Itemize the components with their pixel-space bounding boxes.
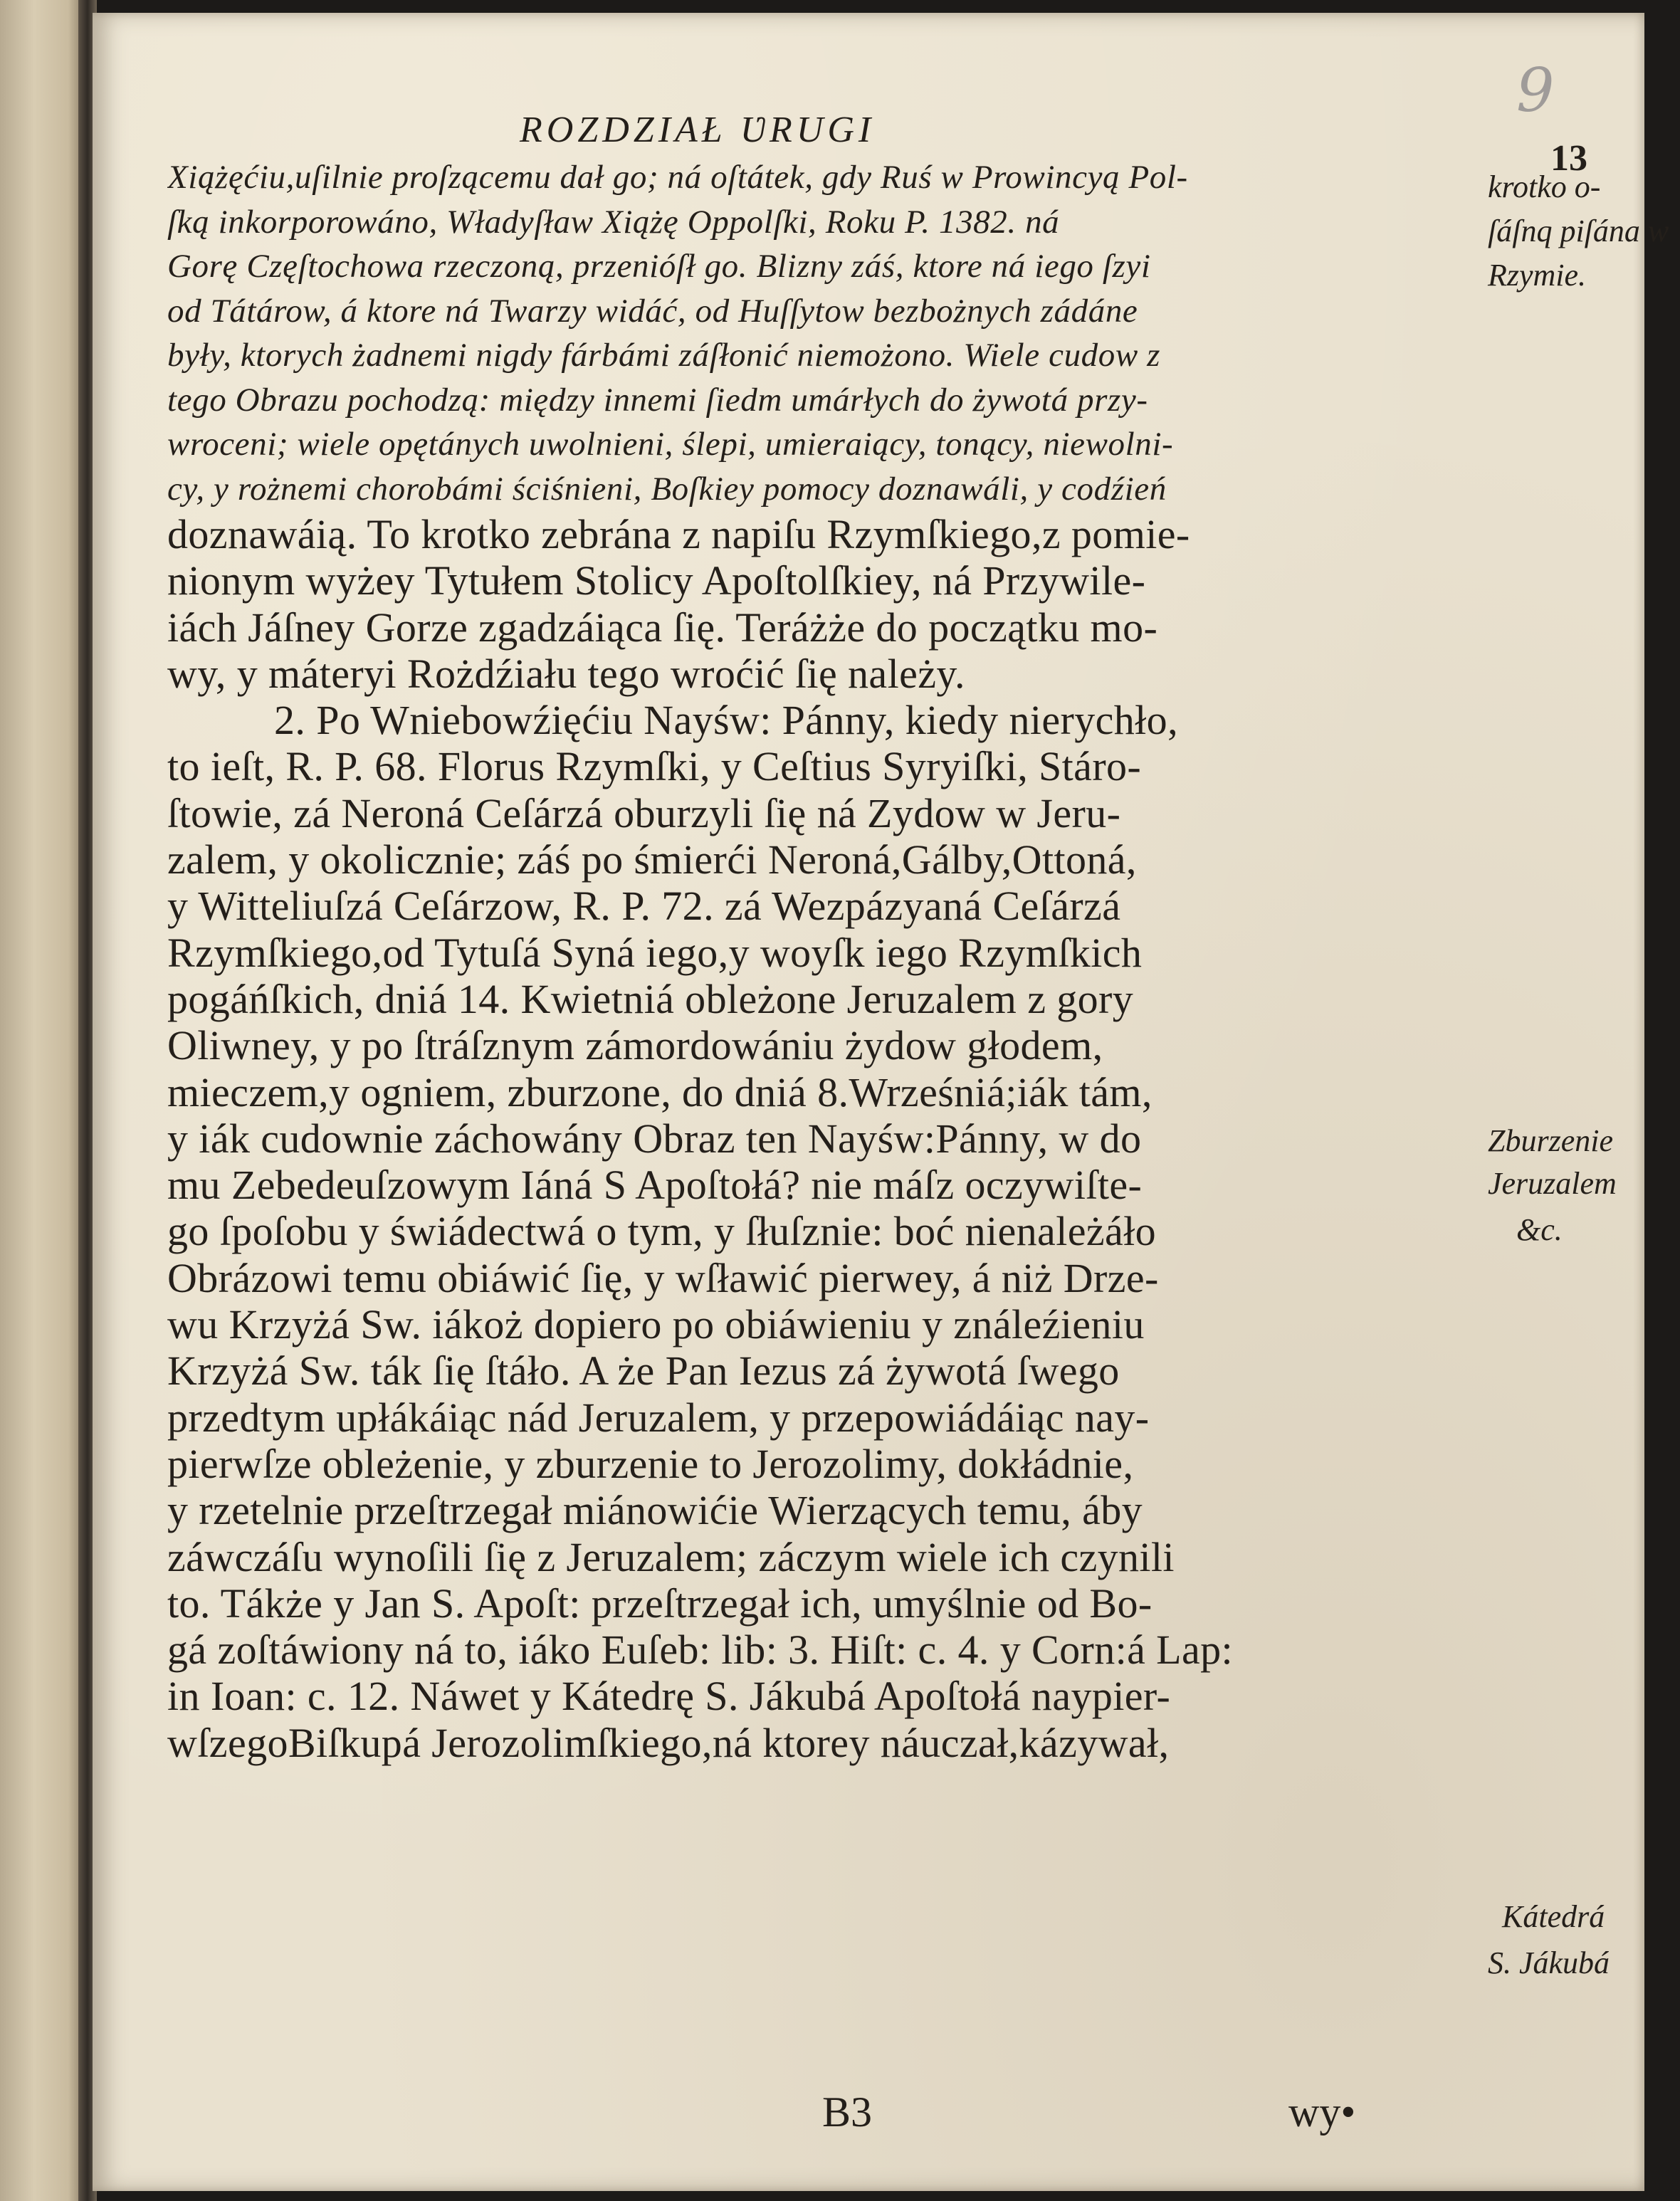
left-page-edge — [0, 0, 85, 2201]
text-line: pogáńſkich, dniá 14. Kwietniá obleżone Jeruzalem z gory — [167, 975, 1134, 1022]
text-line: cy, y rożnemi chorobámi ściśnieni, Boſkiey pomocy doznawáli, y codźień — [167, 470, 1167, 508]
text-line: go ſpoſobu y świádectwá o tym, y ſłuſznie: boć nienależáło — [167, 1208, 1157, 1255]
text-line: to. Tákże y Jan S. Apoſt: przeſtrzegał ich, umyślnie od Bo- — [167, 1580, 1153, 1627]
text-line: y Witteliuſzá Ceſárzow, R. P. 72. zá Wezpázyaná Ceſárzá — [167, 883, 1121, 930]
text-line: tego Obrazu pochodzą: między innemi ſiedm umárłych do żywotá przy- — [167, 381, 1148, 419]
paragraph-start-line: 2. Po Wniebowźięćiu Nayśw: Pánny, kiedy nierychło, — [274, 697, 1178, 744]
margin-note: krotko o- — [1488, 169, 1601, 204]
text-line: ſką inkorporowáno, Władyſław Xiążę Oppolſki, Roku P. 1382. ná — [167, 203, 1060, 241]
text-line: Xiążęćiu,uſilnie proſzącemu dał go; ná oſtátek, gdy Ruś w Prowincyą Pol- — [167, 159, 1188, 196]
text-line: przedtym upłákáiąc nád Jeruzalem, y przepowiádáiąc nay- — [167, 1394, 1150, 1441]
text-line: Obrázowi temu obiáwić ſię, y wſławić pierwey, á niż Drze- — [167, 1254, 1159, 1301]
margin-note: ſáſnq piſána w — [1488, 214, 1669, 248]
margin-note: Kátedrá — [1502, 1899, 1605, 1934]
text-line: to ieſt, R. P. 68. Florus Rzymſki, y Ceſtius Syryiſki, Stáro- — [167, 743, 1142, 790]
text-line: Krzyżá Sw. ták ſię ſtáło. A że Pan Iezus zá żywotá ſwego — [167, 1348, 1120, 1394]
text-line: zalem, y okolicznie; záś po śmierći Neroná,Gálby,Ottoná, — [167, 836, 1137, 883]
text-line: iách Jáſney Gorze zgadzáiąca ſię. Teráżże do początku mo- — [167, 604, 1158, 651]
text-line: y iák cudownie záchowány Obraz ten Nayśw:Pánny, w do — [167, 1115, 1142, 1162]
text-line: záwczáſu wynoſili ſię z Jeruzalem; záczym wiele ich czynili — [167, 1533, 1175, 1580]
text-line: ſtowie, zá Neroná Ceſárzá oburzyli ſię ná Zydow w Jeru- — [167, 789, 1121, 836]
text-line: mieczem,y ogniem, zburzone, do dniá 8.Wrześniá;iák tám, — [167, 1068, 1153, 1115]
text-line: gá zoſtáwiony ná to, iáko Euſeb: lib: 3. Hiſt: c. 4. y Corn:á Lap: — [167, 1627, 1234, 1674]
margin-note: Rzymie. — [1488, 258, 1587, 293]
body-text — [167, 155, 1484, 1766]
text-line: były, ktorych żadnemi nigdy fárbámi záſłonić niemożono. Wiele cudow z — [167, 337, 1161, 374]
text-line: nionym wyżey Tytułem Stolicy Apoſtolſkiey, ná Przywile- — [167, 557, 1146, 604]
text-line: Rzymſkiego,od Tytuſá Syná iego,y woyſk iego Rzymſkich — [167, 929, 1143, 976]
text-line: Gorę Częſtochowa rzeczoną, przenióſł go. Blizny záś, ktore ná iego ſzyi — [167, 248, 1151, 285]
book-page — [93, 13, 1669, 2191]
text-line: mu Zebedeuſzowym Iáná S Apoſtołá? nie máſz oczywiſte- — [167, 1162, 1143, 1209]
running-head: ROZDZIAŁ ƲRUGI — [520, 110, 876, 150]
margin-note: &c. — [1516, 1212, 1563, 1247]
text-line: pierwſze obleżenie, y zburzenie to Jerozolimy, dokłádnie, — [167, 1440, 1134, 1487]
margin-note: Jeruzalem — [1488, 1166, 1617, 1201]
text-line: y rzetelnie przeſtrzegał miánowićie Wierzących temu, áby — [167, 1487, 1143, 1534]
pencil-folio-number: 9 — [1516, 56, 1555, 125]
text-line: in Ioan: c. 12. Náwet y Kátedrę S. Jákubá Apoſtołá naypier- — [167, 1673, 1171, 1720]
text-line: wy, y máteryi Rożdźiału tego wroćić ſię należy. — [167, 650, 965, 697]
text-line: wſzegoBiſkupá Jerozolimſkiego,ná ktorey náuczał,kázywał, — [167, 1719, 1170, 1766]
signature-mark: B3 — [822, 2089, 873, 2136]
margin-note: S. Jákubá — [1488, 1945, 1610, 1980]
text-line: wu Krzyżá Sw. iákoż dopiero po obiáwieniu y ználeźieniu — [167, 1301, 1145, 1348]
margin-note: Zburzenie — [1488, 1123, 1613, 1158]
text-line: doznawáią. To krotko zebrána z napiſu Rzymſkiego,z pomie- — [167, 511, 1190, 557]
catchword: wy• — [1288, 2089, 1356, 2136]
text-line: Oliwney, y po ſtráſznym zámordowániu żydow głodem, — [167, 1022, 1103, 1069]
page-number: 13 — [1550, 138, 1587, 179]
text-line: wroceni; wiele opętánych uwolnieni, ślepi, umieraiący, tonący, niewolni- — [167, 426, 1174, 463]
text-line: od Tátárow, á ktore ná Twarzy widáć, od Huſſytow bezbożnych zádáne — [167, 292, 1138, 330]
